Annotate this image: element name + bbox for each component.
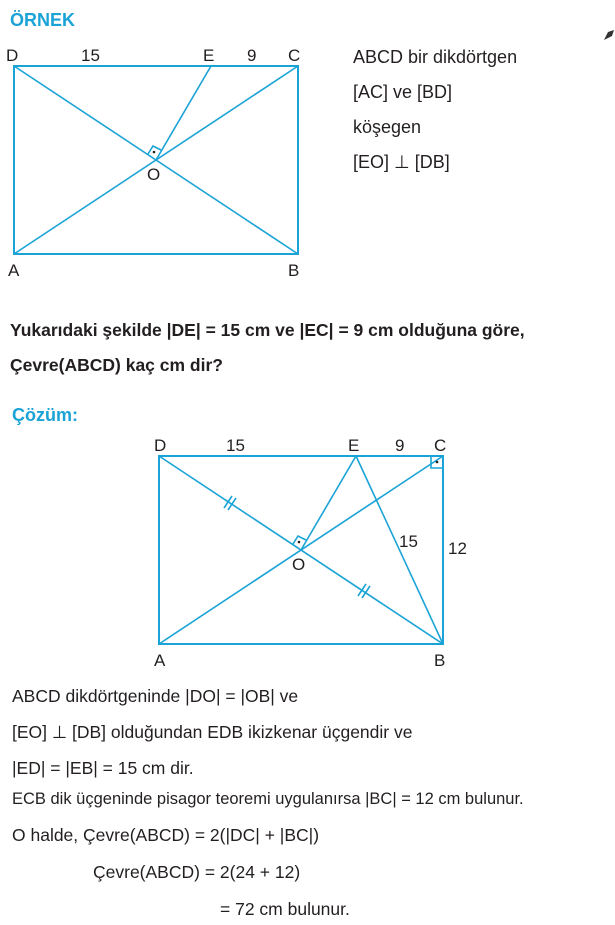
label-a: A (8, 261, 20, 280)
label-b: B (288, 261, 300, 280)
label-o: O (147, 165, 161, 184)
label-c-solution: C (434, 436, 447, 455)
example-heading: ÖRNEK (10, 10, 76, 30)
label-de-length: 15 (81, 46, 100, 65)
label-e-solution: E (348, 436, 360, 455)
label-ec-length: 9 (247, 46, 257, 65)
right-angle-marker (148, 146, 161, 154)
solution-heading: Çözüm: (12, 405, 78, 425)
given-line-3: köşegen (353, 117, 422, 137)
solution-line-4: ECB dik üçgeninde pisagor teoremi uygulanırsa |BC| = 12 cm bulunur. (12, 790, 524, 808)
label-c: C (288, 46, 301, 65)
segment-eo (156, 66, 211, 160)
solution-line-7: = 72 cm bulunur. (220, 899, 350, 919)
question-line-2: Çevre(ABCD) kaç cm dir? (10, 355, 223, 375)
segment-eo-solution (301, 456, 356, 550)
solution-line-2: [EO] ⊥ [DB] olduğundan EDB ikizkenar üçgendir ve (12, 722, 413, 742)
label-e: E (203, 46, 215, 65)
label-o-solution: O (292, 555, 306, 574)
label-d: D (6, 46, 19, 65)
right-angle-marker-o (293, 536, 306, 544)
pencil-icon (602, 28, 615, 42)
label-b-solution: B (434, 651, 446, 670)
question-line-1: Yukarıdaki şekilde |DE| = 15 cm ve |EC| = 9 cm olduğuna göre, (10, 320, 525, 340)
label-ec-length-solution: 9 (395, 436, 405, 455)
solution-line-5: O halde, Çevre(ABCD) = 2(|DC| + |BC|) (12, 825, 320, 845)
solution-line-3: |ED| = |EB| = 15 cm dir. (12, 758, 194, 778)
solution-line-1: ABCD dikdörtgeninde |DO| = |OB| ve (12, 686, 299, 706)
label-d-solution: D (154, 436, 167, 455)
solution-line-6: Çevre(ABCD) = 2(24 + 12) (93, 862, 301, 882)
figure-2 (140, 430, 480, 675)
given-line-4: [EO] ⊥ [DB] (353, 152, 450, 172)
given-line-2: [AC] ve [BD] (353, 82, 453, 102)
label-eb-length: 15 (399, 532, 418, 551)
label-de-length-solution: 15 (226, 436, 245, 455)
label-bc-length: 12 (448, 539, 467, 558)
figure-1 (0, 40, 340, 290)
given-line-1: ABCD bir dikdörtgen (353, 47, 518, 67)
label-a-solution: A (154, 651, 166, 670)
